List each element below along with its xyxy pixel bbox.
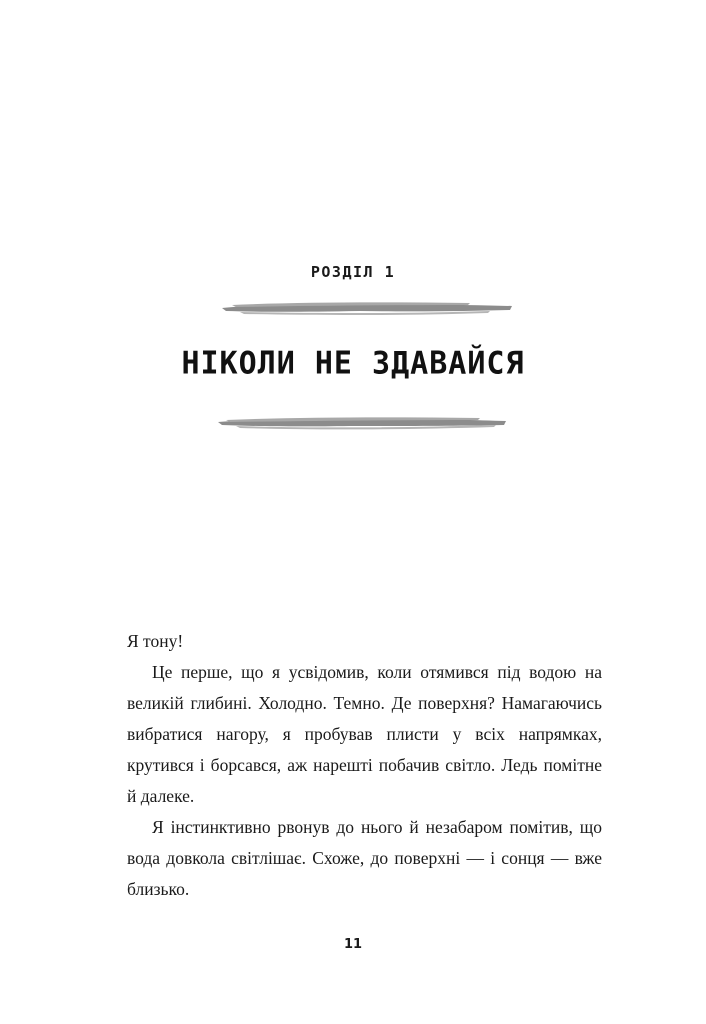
- paragraph: Це перше, що я усвідомив, коли отямився під водою на великій глибині. Холодно. Темно. Де поверхня? Намагаючись вибратися нагору, я пробував плисти у всіх напрямках, крутився і борсався, аж нарешті побачив світло. Ледь помітне й далеке.: [127, 662, 602, 806]
- brush-stroke-top: [0, 296, 706, 320]
- page-number: 11: [343, 937, 363, 952]
- paragraph: Я інстинктивно рвонув до нього й незабаром помітив, що вода довкола світлішає. Схоже, до поверхні — і сонця — вже близько.: [127, 817, 602, 899]
- paragraph: Я тону!: [127, 631, 184, 651]
- chapter-label: РОЗДІЛ 1: [310, 263, 396, 281]
- body-text: [127, 626, 602, 905]
- chapter-title: НІКОЛИ НЕ ЗДАВАЙСЯ: [181, 345, 525, 382]
- brush-stroke-bottom: [0, 410, 706, 434]
